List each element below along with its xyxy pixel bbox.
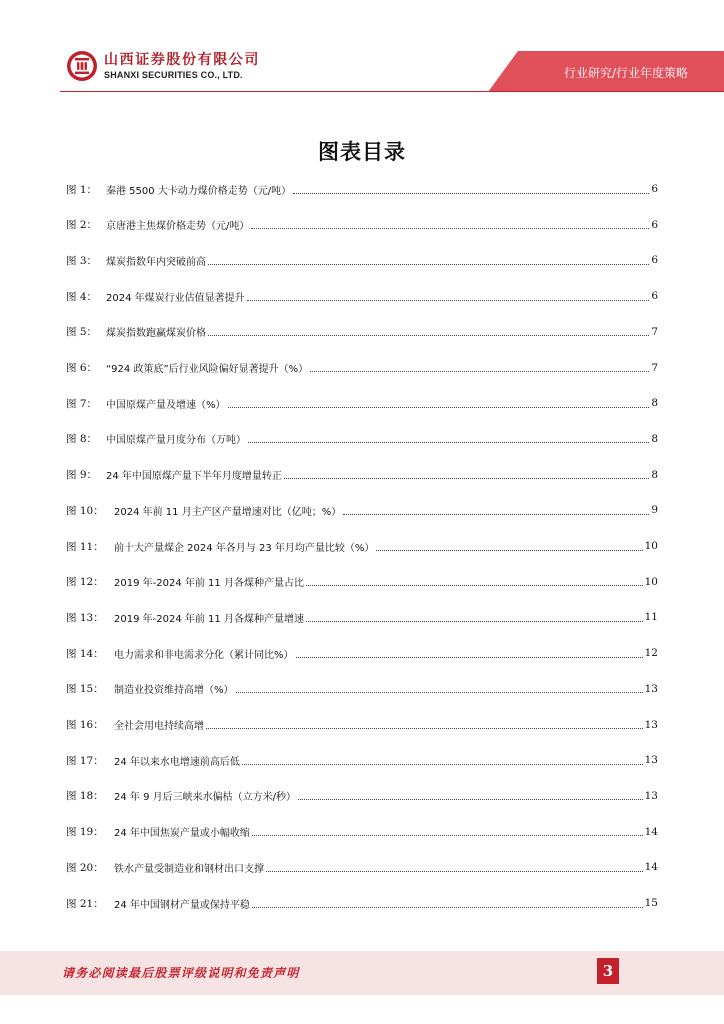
toc-entry[interactable] — [66, 573, 658, 591]
toc-entry-page: 10 — [644, 540, 658, 552]
toc-entry-title: 京唐港主焦煤价格走势（元/吨） — [106, 221, 250, 233]
toc-leader-dots — [236, 692, 643, 693]
toc-entry-page: 13 — [644, 754, 658, 767]
toc-entry-number: 图 12： — [66, 576, 104, 589]
toc-entry-title: 制造业投资维持高增（%） — [114, 685, 234, 697]
toc-entry[interactable] — [66, 216, 658, 234]
toc-entry-number: 图 7： — [66, 397, 98, 410]
toc-entry[interactable] — [66, 894, 658, 912]
toc-entry-number: 图 8： — [66, 433, 98, 446]
toc-entry-title: 2019 年-2024 年前 11 月各煤种产量增速 — [114, 613, 304, 625]
toc-leader-dots — [306, 621, 643, 622]
toc-entry-number: 图 13： — [66, 611, 104, 624]
toc-leader-dots — [247, 300, 650, 301]
company-name-cn: 山西证券股份有限公司 — [104, 51, 260, 68]
toc-entry-title: 24 年中国钢材产量或保持平稳 — [114, 899, 250, 911]
toc-entry-page: 8 — [651, 432, 658, 445]
toc-entry-page: 11 — [644, 611, 658, 624]
toc-entry-number: 图 20： — [66, 861, 104, 874]
toc-leader-dots — [242, 764, 643, 765]
toc-entry-number: 图 17： — [66, 754, 104, 767]
toc-entry-title: 2024 年煤炭行业估值显著提升 — [106, 292, 245, 304]
toc-entry[interactable] — [66, 680, 658, 698]
toc-entry-page: 13 — [644, 682, 658, 695]
toc-entry-number: 图 15： — [66, 683, 104, 696]
toc-entry[interactable] — [66, 644, 658, 662]
toc-entry[interactable] — [66, 180, 658, 198]
toc-entry-title: 中国原煤产量及增速（%） — [106, 399, 226, 411]
toc-entry-page: 6 — [651, 218, 658, 231]
header-divider — [60, 91, 724, 92]
toc-entry[interactable] — [66, 787, 658, 805]
toc-entry[interactable] — [66, 323, 658, 341]
footer-disclaimer: 请务必阅读最后股票评级说明和免责声明 — [62, 966, 300, 980]
toc-leader-dots — [228, 407, 650, 408]
toc-entry[interactable] — [66, 608, 658, 626]
toc-entry[interactable] — [66, 751, 658, 769]
toc-entry[interactable] — [66, 537, 658, 555]
toc-entry-page: 10 — [644, 575, 658, 588]
toc-entry[interactable] — [66, 823, 658, 841]
toc-entry-page: 6 — [651, 290, 658, 303]
toc-leader-dots — [284, 478, 649, 479]
toc-entry-page: 15 — [644, 897, 658, 909]
toc-entry-number: 图 14： — [66, 647, 104, 660]
toc-entry-title: 铁水产量受制造业和钢材出口支撑 — [114, 863, 264, 875]
toc-entry-number: 图 1： — [66, 183, 98, 196]
toc-entry-title: 中国原煤产量月度分布（万吨） — [106, 435, 246, 447]
toc-entry-number: 图 10： — [66, 504, 104, 517]
toc-entry-title: 24 年中国原煤产量下半年月度增量转正 — [106, 471, 282, 483]
toc-entry-number: 图 2： — [66, 219, 98, 232]
toc-entry[interactable] — [66, 858, 658, 876]
page-title: 图表目录 — [318, 140, 406, 164]
toc-entry-number: 图 3： — [66, 254, 98, 267]
toc-leader-dots — [310, 371, 649, 372]
toc-leader-dots — [376, 550, 642, 551]
toc-entry-page: 8 — [651, 397, 658, 410]
toc-entry-page: 13 — [644, 789, 658, 802]
toc-entry-title: 2019 年-2024 年前 11 月各煤种产量占比 — [114, 578, 304, 590]
toc-entry-page: 14 — [644, 861, 658, 874]
toc-entry-page: 6 — [651, 183, 658, 195]
toc-leader-dots — [251, 228, 649, 229]
toc-leader-dots — [343, 514, 649, 515]
toc-entry-page: 9 — [651, 504, 658, 517]
toc-entry[interactable] — [66, 394, 658, 412]
toc-entry-title: 2024 年前 11 月主产区产量增速对比（亿吨；%） — [114, 506, 342, 518]
toc-entry-title: 煤炭指数跑赢煤炭价格 — [106, 328, 206, 340]
toc-entry-title: 24 年以来水电增速前高后低 — [114, 756, 240, 768]
toc-leader-dots — [208, 335, 649, 336]
toc-entry-number: 图 6： — [66, 362, 98, 374]
toc-entry-title: 电力需求和非电需求分化（累计同比%） — [114, 649, 294, 661]
toc-entry[interactable] — [66, 359, 658, 377]
toc-entry[interactable] — [66, 287, 658, 305]
toc-entry-title: 24 年中国焦炭产量或小幅收缩 — [114, 828, 250, 840]
toc-entry-title: 秦港 5500 大卡动力煤价格走势（元/吨） — [106, 185, 292, 197]
toc-leader-dots — [266, 871, 643, 872]
toc-leader-dots — [306, 585, 643, 586]
toc-entry-title: 前十大产量煤企 2024 年各月与 23 年月均产量比较（%） — [114, 542, 375, 554]
toc-entry[interactable] — [66, 501, 658, 519]
toc-entry-page: 13 — [644, 718, 658, 731]
toc-entry-page: 14 — [644, 825, 658, 838]
toc-leader-dots — [206, 728, 643, 729]
toc-entry-page: 8 — [651, 468, 658, 481]
toc-leader-dots — [298, 799, 643, 800]
toc-entry[interactable] — [66, 430, 658, 448]
toc-entry[interactable] — [66, 466, 658, 484]
toc-entry-title: “924 政策底”后行业风险偏好显著提升（%） — [106, 364, 309, 375]
toc-entry-number: 图 19： — [66, 826, 104, 839]
toc-leader-dots — [208, 264, 649, 265]
toc-leader-dots — [248, 442, 649, 443]
toc-entry-number: 图 9： — [66, 469, 98, 482]
toc-leader-dots — [293, 193, 649, 194]
company-logo — [66, 50, 260, 82]
toc-entry[interactable] — [66, 716, 658, 734]
toc-leader-dots — [296, 657, 643, 658]
toc-entry-number: 图 18： — [66, 790, 104, 803]
toc-entry-page: 7 — [651, 361, 658, 374]
toc-entry-title: 煤炭指数年内突破前高 — [106, 256, 206, 268]
company-logo-icon — [66, 50, 98, 82]
toc-entry[interactable] — [66, 251, 658, 269]
report-type-tag: 行业研究/行业年度策略 — [563, 66, 688, 80]
toc-leader-dots — [252, 835, 643, 836]
toc-entry-page: 7 — [651, 325, 658, 338]
toc-entry-page: 6 — [651, 254, 658, 267]
toc-entry-title: 24 年 9 月后三峡来水偏枯（立方米/秒） — [114, 792, 296, 804]
toc-entry-number: 图 5： — [66, 326, 98, 339]
toc-leader-dots — [252, 907, 643, 908]
toc-entry-title: 全社会用电持续高增 — [114, 721, 204, 732]
toc-entry-number: 图 4： — [66, 290, 98, 303]
toc-entry-number: 图 21： — [66, 897, 104, 910]
toc-entry-number: 图 11： — [66, 540, 104, 553]
toc-entry-page: 12 — [644, 647, 658, 660]
page-number: 3 — [597, 958, 619, 984]
toc-entry-number: 图 16： — [66, 719, 104, 731]
company-name-en: SHANXI SECURITIES CO., LTD. — [104, 69, 243, 80]
